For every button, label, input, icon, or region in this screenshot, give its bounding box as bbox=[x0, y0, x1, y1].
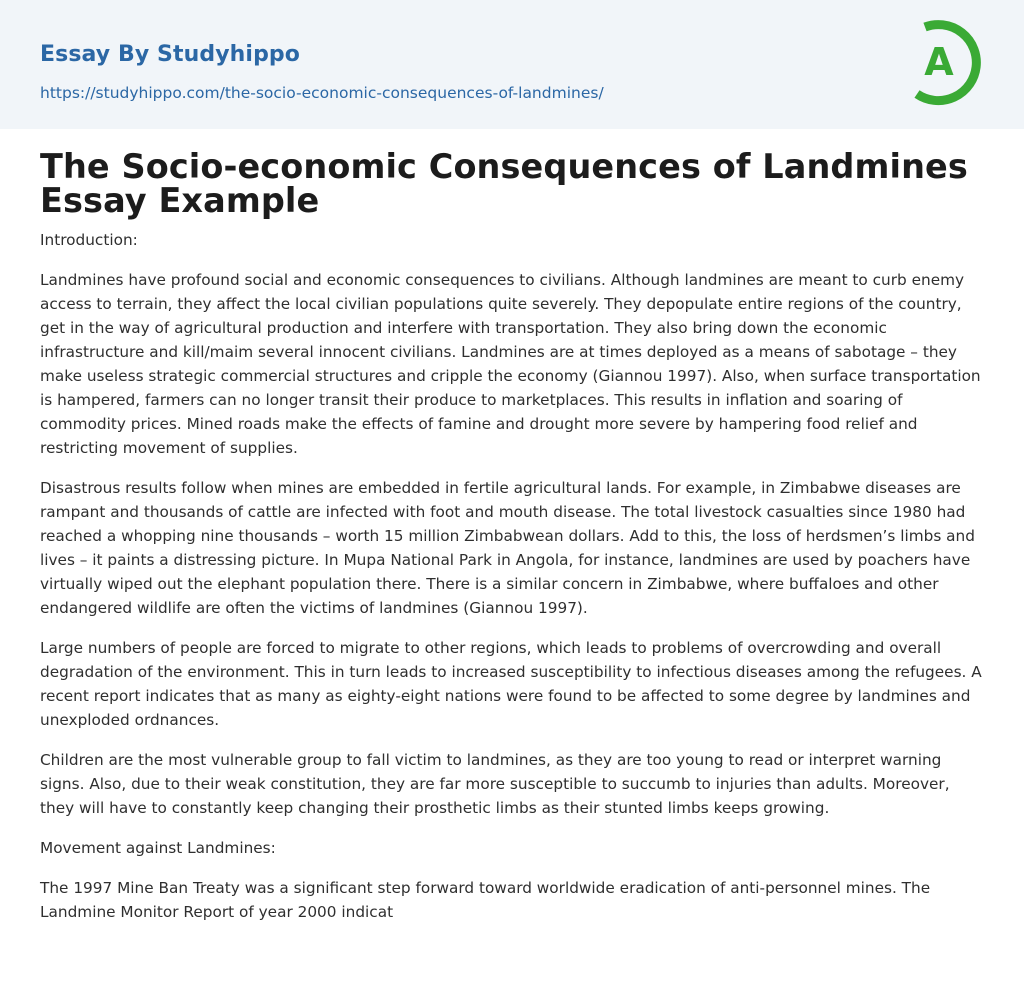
paragraph-movement-heading: Movement against Landmines: bbox=[40, 839, 276, 857]
page-url-link[interactable]: https://studyhippo.com/the-socio-economic-consequences-of-landmines/ bbox=[40, 84, 604, 102]
paragraph: Disastrous results follow when mines are embedded in fertile agricultural lands. For example, in Zimbabwe diseases are rampant and thousands of cattle are infected with foot and mouth disease. The total livestock casualties since 1980 had reached a whopping nine thousands – worth 15 million Zimbabwean dollars. Add to this, the loss of herdsmen’s limbs and lives – it paints a distressing picture. In Mupa National Park in Angola, for instance, landmines are used by poachers have virtually wiped out the elephant population there. There is a similar concern in Zimbabwe, where buffaloes and other endangered wildlife are often the victims of landmines (Giannou 1997). bbox=[40, 479, 975, 617]
studyhippo-logo-icon[interactable] bbox=[906, 18, 986, 106]
paragraph-intro-heading: Introduction: bbox=[40, 231, 138, 249]
page-title: The Socio-economic Consequences of Landmines Essay Example bbox=[40, 147, 968, 220]
paragraph: Children are the most vulnerable group to fall victim to landmines, as they are too young to read or interpret warning signs. Also, due to their weak constitution, they are far more susceptible to succumb to injuries than adults. Moreover, they will have to constantly keep changing their prosthetic limbs as their stunted limbs keeps growing. bbox=[40, 751, 950, 817]
paragraph: Landmines have profound social and economic consequences to civilians. Although landmines are meant to curb enemy access to terrain, they affect the local civilian populations quite severely. They depopulate entire regions of the country, get in the way of agricultural production and interfere with transportation. They also bring down the economic infrastructure and kill/maim several innocent civilians. Landmines are at times deployed as a means of sabotage – they make useless strategic commercial structures and cripple the economy (Giannou 1997). Also, when surface transportation is hampered, farmers can no longer transit their produce to marketplaces. This results in inflation and soaring of commodity prices. Mined roads make the effects of famine and drought more severe by hampering food relief and restricting movement of supplies. bbox=[40, 271, 981, 457]
site-header bbox=[0, 0, 1024, 129]
paragraph: The 1997 Mine Ban Treaty was a significant step forward toward worldwide eradication of anti-personnel mines. The Landmine Monitor Report of year 2000 indicat bbox=[40, 879, 931, 921]
essay-body bbox=[40, 228, 988, 940]
logo-letter: A bbox=[924, 40, 954, 84]
paragraph: Large numbers of people are forced to migrate to other regions, which leads to problems of overcrowding and overall degradation of the environment. This in turn leads to increased susceptibility to infectious diseases among the refugees. A recent report indicates that as many as eighty-eight nations were found to be affected to some degree by landmines and unexploded ordnances. bbox=[40, 639, 982, 729]
brand-title[interactable]: Essay By Studyhippo bbox=[40, 42, 300, 67]
